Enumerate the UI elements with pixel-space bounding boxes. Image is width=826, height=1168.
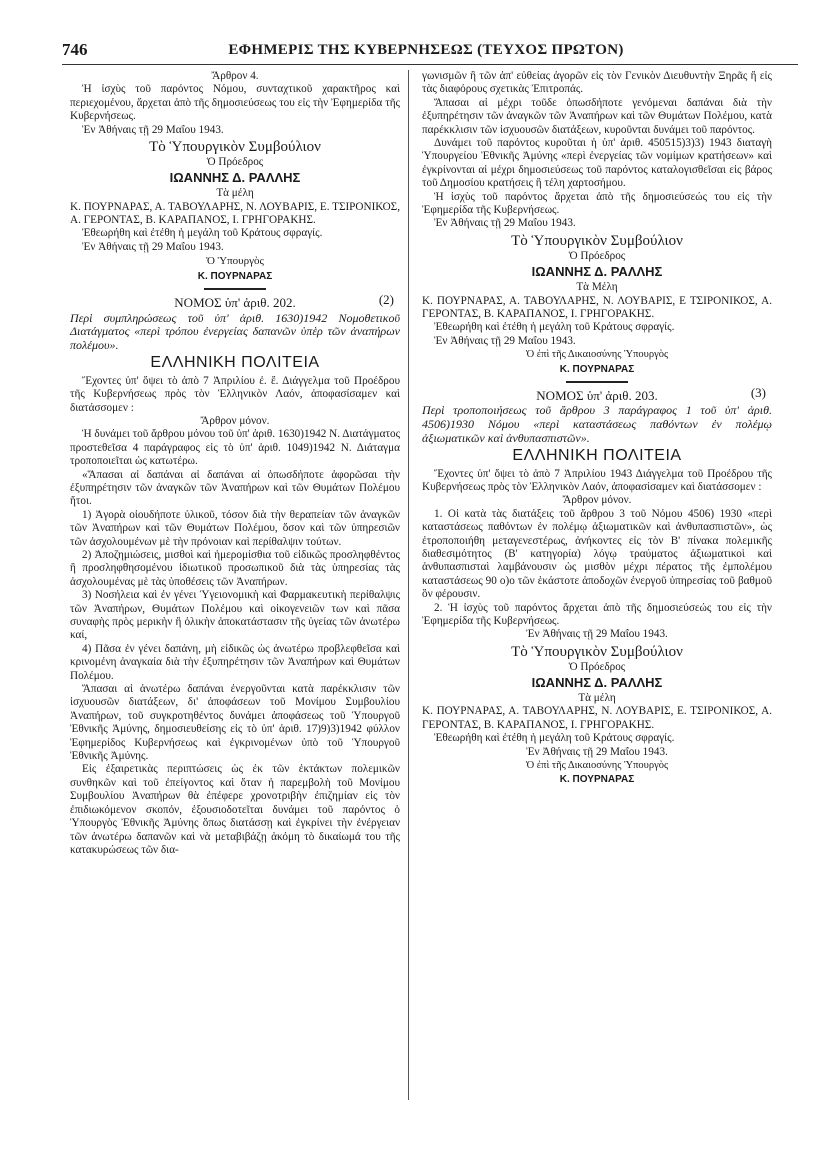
members-title: Τὰ Μέλη xyxy=(576,281,618,294)
minister-title: Ὁ Ὑπουργὸς xyxy=(206,255,264,268)
minister-name: Κ. ΠΟΥΡΝΑΡΑΣ xyxy=(559,774,635,786)
minister-name: Κ. ΠΟΥΡΝΑΡΑΣ xyxy=(559,363,635,375)
president-name: ΙΩΑΝΝΗΣ Δ. ΡΑΛΛΗΣ xyxy=(169,169,301,185)
members-list: Κ. ΠΟΥΡΝΑΡΑΣ, Α. ΤΑΒΟΥΛΑΡΗΣ, Ν. ΛΟΥΒΑΡΙΣ, Ε. ΤΣΙΡΟΝΙΚΟΣ, Α. ΓΕΡΟΝΤΑΣ, Β. ΚΑΡΑΠΑΝΟΣ, Ι. ΓΡΗΓΟΡΑΚΗΣ. xyxy=(422,705,772,731)
minister-title: Ὁ ἐπὶ τῆς Δικαιοσύνης Ὑπουργὸς xyxy=(525,760,669,772)
seal-date: Ἐν Ἀθήναις τῇ 29 Μαΐου 1943. xyxy=(82,240,224,253)
article-continuation: γωνισμῶν ἢ τῶν ἀπ' εὐθείας ἀγορῶν εἰς τὸν Γενικὸν Διευθυντὴν Ξηρᾶς ἢ εἰς τὰς διαφόρους σχετικὰς Ἐπιτροπάς. xyxy=(422,70,772,96)
president-title: Ὁ Πρόεδρος xyxy=(568,661,626,674)
article-item-2: 2) Ἀποζημιώσεις, μισθοὶ καὶ ἡμερομίσθια τοῦ εἰδικῶς προσληφθέντος ἢ προσληφθησομένου ἰδιωτικοῦ προσωπικοῦ διὰ τὰς ὑπηρεσίας τὰς ἀσχολουμένας μὲ τὰς ὑποθέσεις τῶν Ἀναπήρων. xyxy=(70,548,400,588)
section-separator xyxy=(566,381,628,383)
president-name: ΙΩΑΝΝΗΣ Δ. ΡΑΛΛΗΣ xyxy=(531,674,663,690)
minister-name: Κ. ΠΟΥΡΝΑΡΑΣ xyxy=(197,270,273,282)
minister-title: Ὁ ἐπὶ τῆς Δικαιοσύνης Ὑπουργὸς xyxy=(525,349,669,361)
council-heading: Τὸ Ὑπουργικὸν Συμβούλιον xyxy=(149,139,321,156)
page-number: 746 xyxy=(62,40,88,59)
seal-date: Ἐν Ἀθήναις τῇ 29 Μαΐου 1943. xyxy=(526,745,668,758)
article-item-1: 1. Οἱ κατὰ τὰς διατάξεις τοῦ ἄρθρου 3 τοῦ Νόμου 4506) 1930 «περὶ καταστάσεως παθόντων ἐν πολέμῳ ἀξιωματικῶν καὶ ἀνθυπασπιστῶν», ὡς ἐτροποποιήθη μεταγενεστέρως, ἀνήκοντες εἰς τὸν Β' πίνακα πολεμικῆς διαθεσιμότητος (Β' κατηγορία) λόγῳ τραύματος ἀξιωματικοὶ καὶ ἀνθυπασπισταὶ λαμβάνουσιν ὡς μισθὸν μέχρι πέρατος τῆς ἐμπολέμου καταστάσεως 90 ο)ο τῶν ἑκάστοτε ἀποδοχῶν ἐνεργοῦ ὑπηρεσίας τοῦ βαθμοῦ ὃν φέρουσιν. xyxy=(422,507,772,601)
article-item-3: 3) Νοσήλεια καὶ ἐν γένει Ὑγειονομικὴ καὶ Φαρμακευτικὴ περίθαλψις τῶν Ἀναπήρων, Θυμάτων Πολέμου καὶ οἰκογενειῶν των καὶ πᾶσα συναφὴς πρὸς μερικὴν ἢ ὁλικὴν ἀποκατάστασιν τῆς ὑγείας τῶν ἀνωτέρω καί, xyxy=(70,589,400,642)
article-paragraph: Δυνάμει τοῦ παρόντος κυροῦται ἡ ὑπ' ἀριθ. 450515)3)3) 1943 διαταγὴ Ὑπουργείου Ἐθνικῆς Ἀμύνης «περὶ ἐνεργείας τῶν νομίμων κρατήσεων» καὶ ἐγκρίνονται αἱ μέχρι δημοσιεύσεως τοῦ παρόντος καταλογισθεῖσαι εἰς βάρος τοῦ Δημοσίου κρατήσεις ἢ τέλη χαρτοσήμου. xyxy=(422,137,772,190)
running-title: ΕΦΗΜΕΡΙΣ ΤΗΣ ΚΥΒΕΡΝΗΣΕΩΣ (ΤΕΥΧΟΣ ΠΡΩΤΟΝ) xyxy=(228,42,624,58)
president-name: ΙΩΑΝΝΗΣ Δ. ΡΑΛΛΗΣ xyxy=(531,263,663,279)
law-title-text: ΝΟΜΟΣ ὑπ' ἀριθ. 203. xyxy=(536,387,658,403)
article-paragraph: Ἡ δυνάμει τοῦ ἄρθρου μόνου τοῦ ὑπ' ἀριθ. 1630)1942 Ν. Διατάγματος προστεθεῖσα 4 παράγραφος εἰς τὸ ὑπ' ἀριθ. 1049)1942 Ν. Διάταγμα τροποποιεῖται ὡς κατωτέρω. xyxy=(70,428,400,468)
article-paragraph: Ἅπασαι αἱ ἀνωτέρω δαπάναι ἐνεργοῦνται κατὰ παρέκκλισιν τῶν ἰσχυουσῶν διατάξεων, δι' ἀποφάσεων τοῦ Μονίμου Συμβουλίου Ἀναπήρων, τοῦ συγκροτηθέντος δυνάμει ἀποφάσεως τοῦ Ὑπουργοῦ Ἐθνικῆς Ἀμύνης, δημοσιευθείσης εἰς τὸ ὑπ' ἀριθ. 17)9)3)1942 φύλλον Ἐφημερίδος Κυβερνήσεως καὶ ἐγκρινομένων ὑπὸ τοῦ Ὑπουργοῦ Ἐθνικῆς Ἀμύνης. xyxy=(70,683,400,763)
seal-date: Ἐν Ἀθήναις τῇ 29 Μαΐου 1943. xyxy=(434,334,576,347)
law-203-date: Ἐν Ἀθήναις τῇ 29 Μαΐου 1943. xyxy=(526,628,668,641)
state-heading: ΕΛΛΗΝΙΚΗ ΠΟΛΙΤΕΙΑ xyxy=(512,447,682,465)
section-separator xyxy=(204,288,266,290)
law-202-subject: Περὶ συμπληρώσεως τοῦ ὑπ' ἀριθ. 1630)1942 Νομοθετικοῦ Διατάγματος «περὶ τρόπου ἐνεργείας δαπανῶν ὑπὲρ τῶν ἀναπήρων πολέμου». xyxy=(70,310,400,352)
council-heading: Τὸ Ὑπουργικὸν Συμβούλιον xyxy=(511,643,683,660)
column-divider xyxy=(408,70,409,1100)
preamble: Ἔχοντες ὑπ' ὄψει τὸ ἀπὸ 7 Ἀπριλίου 1943 Διάγγελμα τοῦ Προέδρου τῆς Κυβερνήσεως πρὸς τὸν Ἑλληνικὸν Λαόν, ἀποφασίσαμεν καὶ διατάσσομεν : xyxy=(422,467,772,493)
article-paragraph: Εἰς ἐξαιρετικὰς περιπτώσεις ὡς ἐκ τῶν ἐκτάκτων πολεμικῶν συνθηκῶν καὶ τοῦ ἐπείγοντος καὶ ὅταν ἡ παρεμβολὴ τοῦ Μονίμου Συμβουλίου Ἀναπήρων θὰ ἐπέφερε χρονοτριβὴν ἐπιζημίαν εἰς τὸν ἐπιδιωκόμενον σκοπόν, ἐξουσιοδοτεῖται δυνάμει τοῦ παρόντος ὁ Ὑπουργὸς Ἐθνικῆς Ἀμύνης ὅπως διατάσσῃ καὶ ἐγκρίνει τὴν ἐνέργειαν τῶν ἀνωτέρω δαπανῶν καὶ νὰ μεταβιβάζῃ ἀκόμη τὸ δικαίωμά του τῆς κατακυρώσεως τῶν δια- xyxy=(70,763,400,856)
members-title: Τὰ μέλη xyxy=(578,692,616,705)
members-list: Κ. ΠΟΥΡΝΑΡΑΣ, Α. ΤΑΒΟΥΛΑΡΗΣ, Ν. ΛΟΥΒΑΡΙΣ, Ε ΤΣΙΡΟΝΙΚΟΣ, Α. ΓΕΡΟΝΤΑΣ, Β. ΚΑΡΑΠΑΝΟΣ, Ι. ΓΡΗΓΟΡΑΚΗΣ. xyxy=(422,294,772,320)
article-item-2: 2. Ἡ ἰσχὺς τοῦ παρόντος ἄρχεται ἀπὸ τῆς δημοσιεύσεώς του εἰς τὴν Ἐφημερίδα τῆς Κυβερνήσεως. xyxy=(422,601,772,627)
law-202-title xyxy=(70,292,400,311)
seal-text: Ἐθεωρήθη καὶ ἐτέθη ἡ μεγάλη τοῦ Κράτους σφραγίς. xyxy=(82,227,323,240)
right-column xyxy=(422,70,772,788)
law-sequence-number: (3) xyxy=(750,384,766,400)
prev-article-text: Ἡ ἰσχὺς τοῦ παρόντος Νόμου, συνταχτικοῦ χαρακτῆρος καὶ περιεχομένου, ἄρχεται ἀπὸ τῆς δημοσιεύσεως του εἰς τὴν Ἐφημερίδα τῆς Κυβερνήσεως. xyxy=(70,83,400,123)
page-header xyxy=(62,40,790,70)
president-title: Ὁ Πρόεδρος xyxy=(206,156,264,169)
left-column xyxy=(70,70,400,857)
president-title: Ὁ Πρόεδρος xyxy=(568,250,626,263)
prev-article-title: Ἄρθρον 4. xyxy=(211,70,259,82)
article-paragraph: Ἡ ἰσχὺς τοῦ παρόντος ἄρχεται ἀπὸ τῆς δημοσιεύσεώς του εἰς τὴν Ἐφημερίδα τῆς Κυβερνήσεως. xyxy=(422,190,772,217)
law-sequence-number: (2) xyxy=(378,292,394,308)
members-title: Τὰ μέλη xyxy=(216,187,254,200)
law-203-subject: Περὶ τροποποιήσεως τοῦ ἄρθρου 3 παράγραφος 1 τοῦ ὑπ' ἀριθ. 4506)1930 Νόμου «περὶ καταστάσεως παθόντων ἐν πολέμῳ ἀξιωματικῶν καὶ ἀνθυπασπιστῶν». xyxy=(422,403,772,445)
members-list: Κ. ΠΟΥΡΝΑΡΑΣ, Α. ΤΑΒΟΥΛΑΡΗΣ, Ν. ΛΟΥΒΑΡΙΣ, Ε. ΤΣΙΡΟΝΙΚΟΣ, Α. ΓΕΡΟΝΤΑΣ, Β. ΚΑΡΑΠΑΝΟΣ, Ι. ΓΡΗΓΟΡΑΚΗΣ. xyxy=(70,200,400,227)
article-item-4: 4) Πᾶσα ἐν γένει δαπάνη, μὴ εἰδικῶς ὡς ἀνωτέρω προβλεφθεῖσα καὶ κρινομένη ἀναγκαία διὰ τὴν ἐξυπηρέτησιν τῶν Ἀναπήρων καὶ Θυμάτων Πολέμου. xyxy=(70,642,400,682)
article-paragraph: Ἅπασαι αἱ μέχρι τοῦδε ὁπωσδήποτε γενόμεναι δαπάναι διὰ τὴν ἐξυπηρέτησιν τῶν ἀναγκῶν τῶν Ἀναπήρων καὶ τῶν Θυμάτων Πολέμου, κατὰ παρέκκλισιν τῶν ἰσχυουσῶν διατάξεων, κυροῦνται δυνάμει τοῦ παρόντος. xyxy=(422,96,772,136)
single-article-heading: Ἄρθρον μόνον. xyxy=(200,414,270,427)
state-heading: ΕΛΛΗΝΙΚΗ ΠΟΛΙΤΕΙΑ xyxy=(150,354,320,372)
council-heading: Τὸ Ὑπουργικὸν Συμβούλιον xyxy=(511,232,683,249)
single-article-heading: Ἄρθρον μόνον. xyxy=(562,494,632,507)
law-title-text: ΝΟΜΟΣ ὑπ' ἀριθ. 202. xyxy=(174,295,296,311)
header-rule xyxy=(62,64,798,65)
preamble: Ἔχοντες ὑπ' ὄψει τὸ ἀπὸ 7 Ἀπριλίου ἐ. ἔ. Διάγγελμα τοῦ Προέδρου τῆς Κυβερνήσεως πρὸς τὸν Ἑλληνικὸν Λαόν, ἀποφασίσαμεν καὶ διατάσσομεν : xyxy=(70,374,400,414)
article-item-1: 1) Ἀγορὰ οἱουδήποτε ὑλικοῦ, τόσον διὰ τὴν θεραπείαν τῶν ἀναγκῶν τῶν Ἀναπήρων καὶ τῶν Θυμάτων Πολέμου, ὅσον καὶ τῶν ὑπηρεσιῶν τῶν ἀσχολουμένων μὲ τὴν πρόνοιαν καὶ περίθαλψιν τούτων. xyxy=(70,508,400,548)
prev-date: Ἐν Ἀθήναις τῇ 29 Μαΐου 1943. xyxy=(82,123,224,136)
seal-text: Ἐθεωρήθη καὶ ἐτέθη ἡ μεγάλη τοῦ Κράτους σφραγίς. xyxy=(434,321,675,334)
article-paragraph: «Ἅπασαι αἱ δαπάναι αἱ δαπάναι αἱ ὁπωσδήποτε ἀφορῶσαι τὴν ἐξυπηρέτησιν τῶν ἀναγκῶν τῶν Ἀναπήρων καὶ τῶν Θυμάτων Πολέμου ἤτοι. xyxy=(70,468,400,508)
law-202-date: Ἐν Ἀθήναις τῇ 29 Μαΐου 1943. xyxy=(434,217,576,230)
law-203-title xyxy=(422,384,772,403)
seal-text: Ἐθεωρήθη καὶ ἐτέθη ἡ μεγάλη τοῦ Κράτους σφραγίς. xyxy=(434,732,675,745)
